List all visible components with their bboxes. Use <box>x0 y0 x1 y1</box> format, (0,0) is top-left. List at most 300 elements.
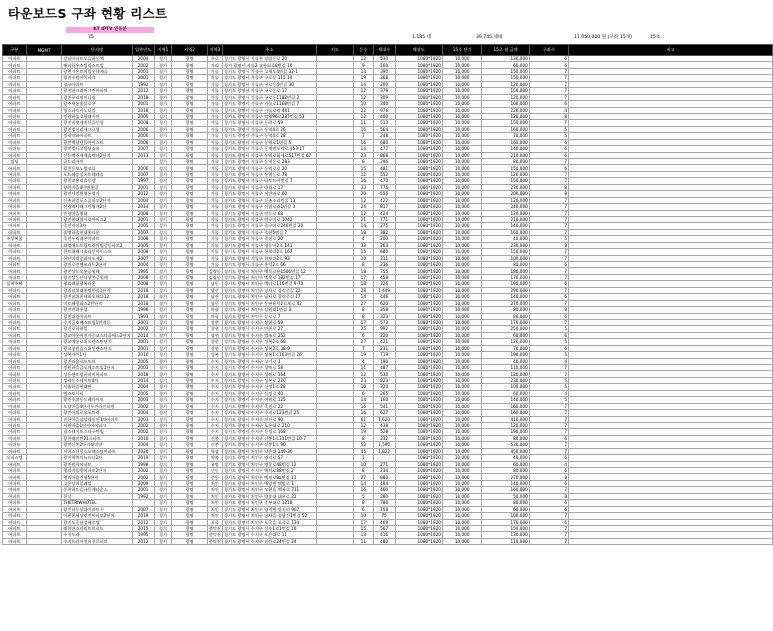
table-cell: 아파트 <box>3 152 27 158</box>
table-cell: 수지 <box>207 410 222 416</box>
table-cell: 2003 <box>132 416 154 422</box>
table-cell: 경기도 광명시 처인구 백암면 백암로 1 <box>222 480 316 486</box>
table-cell: 1080*1920 <box>395 294 442 300</box>
table-cell: 광진도곡남성해르밸 <box>62 519 132 525</box>
table-cell: 28 <box>354 287 374 293</box>
table-cell: 광명 <box>172 223 207 229</box>
table-cell: 광명 <box>172 197 207 203</box>
table-cell: 경기 <box>154 474 172 480</box>
table-cell: 김량동 <box>208 268 221 274</box>
table-cell: 경기도 광명시 처인구 남사읍 경남진1번길 52 <box>222 513 316 519</box>
table-cell: 75 <box>373 513 395 519</box>
table-cell: 광명 <box>172 480 207 486</box>
table-cell: 7 <box>529 274 568 280</box>
table-cell: 5 <box>354 493 374 499</box>
table-cell: 1080*1920 <box>395 429 442 435</box>
table-cell: 6 <box>529 468 568 474</box>
table-cell: 10,000 <box>442 429 481 435</box>
table-cell: 경기 <box>154 397 172 403</box>
table-cell: 7 <box>529 229 568 235</box>
table-cell: 10,000 <box>442 274 481 280</box>
table-cell: 160,000 <box>482 126 529 132</box>
table-cell: 광명 <box>172 171 207 177</box>
table-cell: 16 <box>354 139 374 145</box>
table-cell: 경기 <box>154 468 172 474</box>
table-cell: 1993 <box>132 313 154 319</box>
table-cell: 40,000 <box>482 236 529 242</box>
table-cell: 광명 <box>172 133 207 139</box>
total-amount: 11,050,000 원 (구좌 15개) <box>574 35 632 40</box>
table-cell: 광명 <box>172 339 207 345</box>
table-cell: 광명 <box>172 532 207 538</box>
table-cell: 경기 <box>154 229 172 235</box>
table-cell: 1080*1920 <box>395 255 442 261</box>
table-cell: 아파트 <box>3 493 27 499</box>
table-cell: 경기도 광명시 가를구 신촌소리번물 13 <box>222 197 316 203</box>
table-cell: 1080*1920 <box>395 326 442 332</box>
table-cell: 200 <box>373 81 395 87</box>
table-cell: 150,000 <box>482 88 529 94</box>
table-cell: 12 <box>354 371 374 377</box>
table-cell: 경기도 광명시 수지구 고기로 3 <box>222 358 316 364</box>
table-cell: 경기도 광명시 가를구 동락로 59 <box>222 120 316 126</box>
table-cell: 5 <box>529 352 568 358</box>
table-cell: 광명 <box>172 487 207 493</box>
table-cell: 6 <box>529 101 568 107</box>
table-cell: 2005 <box>132 390 154 396</box>
table-cell: 60,000 <box>482 461 529 467</box>
table-cell: 광명 <box>172 204 207 210</box>
table-cell: 경기 <box>154 262 172 268</box>
table-cell: 326 <box>373 281 395 287</box>
table-cell: 광명 <box>172 461 207 467</box>
table-cell: 2010 <box>132 352 154 358</box>
table-cell: 가를 <box>207 139 222 145</box>
table-cell: 경기 <box>154 146 172 152</box>
table-cell: 6 <box>529 332 568 338</box>
table-cell: 10,000 <box>442 500 481 506</box>
table-cell: 100,000 <box>482 255 529 261</box>
table-cell: 경기 <box>154 403 172 409</box>
table-cell: 경기도 광명시 가를구 고제도4번길 32-1 <box>222 68 316 74</box>
table-cell: 771 <box>373 216 395 222</box>
table-cell: 아파트 <box>3 519 27 525</box>
table-cell: 가를 <box>207 216 222 222</box>
table-cell: 경기 <box>154 442 172 448</box>
table-cell: 27 <box>354 300 374 306</box>
table-cell: 513 <box>373 120 395 126</box>
table-cell: 1080*1920 <box>395 68 442 74</box>
table-cell: 10 <box>354 255 374 261</box>
table-cell: 120,000 <box>482 113 529 119</box>
table-cell: 경기도 광명시 가를구 악영96로287번길 53 <box>222 113 316 119</box>
table-cell: 6 <box>529 519 568 525</box>
table-cell: 중동 <box>207 474 222 480</box>
table-cell: 수지프라자전유꾸으티트 <box>62 538 132 544</box>
table-cell: 경기 <box>154 94 172 100</box>
table-cell: 1080*1920 <box>395 474 442 480</box>
table-cell: 가를 <box>207 204 222 210</box>
table-cell: 경기 <box>154 216 172 222</box>
table-cell: 상현 <box>207 326 222 332</box>
table-cell: 780 <box>373 500 395 506</box>
table-cell: 실버주택 <box>3 281 27 287</box>
table-cell: 7 <box>529 120 568 126</box>
table-cell: 416 <box>373 532 395 538</box>
table-cell: 270,000 <box>482 300 529 306</box>
table-cell: 경기 <box>154 390 172 396</box>
table-cell: 120,000 <box>482 339 529 345</box>
table-cell: 12 <box>354 197 374 203</box>
table-cell: 8 <box>529 191 568 197</box>
table-cell: 10,000 <box>442 397 481 403</box>
table-cell: 2005 <box>132 358 154 364</box>
table-cell: 필스테이트스타구만빌 <box>62 429 132 435</box>
table-cell: 2008 <box>132 210 154 216</box>
table-cell: 아파트 <box>3 94 27 100</box>
table-cell: 경기도 광명시 가를구 죽천5번길 7 <box>222 229 316 235</box>
table-cell: 아파트 <box>3 332 27 338</box>
table-cell: 경기 <box>154 326 172 332</box>
table-cell: 경기 <box>154 281 172 287</box>
table-cell: 아파트 <box>3 307 27 313</box>
table-row[interactable] <box>3 538 773 544</box>
table-cell: 광명 <box>172 416 207 422</box>
table-cell: 성복 <box>207 352 222 358</box>
table-cell: 경기 <box>154 197 172 203</box>
table-cell: 가를 <box>207 81 222 87</box>
table-cell: 광진수위동드레타이트 <box>62 397 132 403</box>
table-cell: 경기도 광명시 수지구 신수1로1번길 10 <box>222 525 316 531</box>
table-cell: 한석 <box>62 493 132 499</box>
table-cell: 2013 <box>132 152 154 158</box>
table-cell: 경기도 광명시 처인구 방송대 대우로 22 <box>222 493 316 499</box>
table-cell: 가를 <box>207 75 222 81</box>
table-cell: 마평 <box>207 307 222 313</box>
table-cell: 2020 <box>132 448 154 454</box>
table-cell: 경기 <box>154 319 172 325</box>
table-cell: 10,000 <box>442 236 481 242</box>
table-cell: 아파트 <box>3 101 27 107</box>
table-cell: 120,000 <box>482 371 529 377</box>
table-cell: 1080*1920 <box>395 448 442 454</box>
table-cell: 가를 <box>207 88 222 94</box>
table-cell: 1080*1920 <box>395 281 442 287</box>
table-cell: 10,000 <box>442 146 481 152</box>
table-cell: 광명 <box>172 332 207 338</box>
table-cell: 14 <box>354 146 374 152</box>
table-cell: 아파트 <box>3 442 27 448</box>
table-cell: 160 <box>373 397 395 403</box>
table-cell: 481 <box>373 165 395 171</box>
table-cell: 1998 <box>132 461 154 467</box>
table-cell: 1080*1920 <box>395 133 442 139</box>
table-cell: 340 <box>373 101 395 107</box>
table-cell: 2018 <box>132 94 154 100</box>
site-table <box>2 44 773 545</box>
table-cell: 484 <box>373 480 395 486</box>
table-cell: 50,000 <box>482 493 529 499</box>
table-cell: 경기 <box>154 126 172 132</box>
column-header: 해상도 <box>395 45 442 56</box>
table-cell: 10,000 <box>442 416 481 422</box>
table-cell: 2002 <box>132 62 154 68</box>
table-cell: 18 <box>354 229 374 235</box>
table-cell: 광명 <box>172 365 207 371</box>
column-header: 주소 <box>222 45 316 56</box>
table-cell: 22 <box>354 107 374 113</box>
table-cell: 5 <box>529 236 568 242</box>
table-cell: 10,000 <box>442 345 481 351</box>
table-cell: 45 <box>354 448 374 454</box>
table-cell: 광명 <box>172 500 207 506</box>
table-cell: 경기 <box>154 223 172 229</box>
table-cell: 아파트 <box>3 126 27 132</box>
table-cell: 10,000 <box>442 384 481 390</box>
table-cell: 아파트 <box>3 146 27 152</box>
table-cell: 경기도 광명시 처인구 양지면 양지리 907 <box>222 506 316 512</box>
table-cell: 2002 <box>132 326 154 332</box>
table-cell: 10,000 <box>442 223 481 229</box>
table-cell: 풍덕천 <box>208 532 221 538</box>
table-cell: 1992 <box>132 81 154 87</box>
table-cell: 120,000 <box>482 422 529 428</box>
table-cell: 광진백향댄플아이스트 <box>62 139 132 145</box>
table-cell: 1080*1920 <box>395 371 442 377</box>
table-cell: 469 <box>373 519 395 525</box>
table-cell: 경기도 광명시 처인구 낙은대 149-30 <box>222 448 316 454</box>
table-cell: 1080*1920 <box>395 178 442 184</box>
table-cell: 경기도 광명시 수지구 신정로 40 <box>222 390 316 396</box>
table-cell: 2007 <box>132 171 154 177</box>
table-cell: 10,000 <box>442 448 481 454</box>
table-cell: 10,000 <box>442 300 481 306</box>
table-cell: 7 <box>529 532 568 538</box>
table-cell: 564 <box>373 126 395 132</box>
table-cell: 수지 <box>207 384 222 390</box>
table-cell: 경기 <box>154 487 172 493</box>
table-cell: 10,000 <box>442 326 481 332</box>
table-cell: 경기 <box>154 165 172 171</box>
table-cell: 포곡 <box>207 519 222 525</box>
table-cell: 가를 <box>207 223 222 229</box>
table-cell: 160,000 <box>482 487 529 493</box>
table-cell: 경기 <box>154 461 172 467</box>
table-cell: 1080*1920 <box>395 216 442 222</box>
table-cell: 6 <box>354 390 374 396</box>
table-cell: 2018 <box>132 287 154 293</box>
table-cell: 7 <box>529 538 568 544</box>
table-cell: 1080*1920 <box>395 365 442 371</box>
table-cell: 경기 <box>154 184 172 190</box>
table-cell: 10,000 <box>442 107 481 113</box>
table-cell: 5 <box>529 126 568 132</box>
table-cell: 오피스텔 <box>3 455 27 461</box>
table-cell: 7 <box>529 300 568 306</box>
table-cell: 6 <box>529 56 568 62</box>
table-cell: 경기 <box>154 448 172 454</box>
table-cell: 2001 <box>132 101 154 107</box>
table-cell: 빌딩 <box>3 159 27 165</box>
table-cell: 경기 <box>154 236 172 242</box>
table-cell: 8 <box>354 159 374 165</box>
table-cell: 가를 <box>207 120 222 126</box>
table-cell: 가를 <box>207 171 222 177</box>
table-cell: 296 <box>373 159 395 165</box>
table-cell: 1080*1920 <box>395 397 442 403</box>
table-cell: 10,000 <box>442 339 481 345</box>
table-cell: 2007 <box>132 229 154 235</box>
table-cell: 4 <box>354 358 374 364</box>
table-cell: 10,000 <box>442 403 481 409</box>
table-cell: 서원마을1단지아이파크 <box>62 422 132 428</box>
table-cell: 2008 <box>132 120 154 126</box>
column-header: 비고 <box>569 45 773 56</box>
table-cell: 421 <box>373 339 395 345</box>
table-cell: 수지 <box>207 397 222 403</box>
table-cell: 경기도 광명시 가를구 구로동4번길 30 <box>222 81 316 87</box>
table-cell: 경기도 광명시 수지구 신봉1로 90 <box>222 442 316 448</box>
table-cell: 광명 <box>172 191 207 197</box>
table-cell: 11 <box>354 365 374 371</box>
table-cell: 광진원희아파트 <box>62 461 132 467</box>
table-cell: 경기도 광명시 처인구 중부대로 1218 <box>222 500 316 506</box>
table-cell: 경기도 광명시 수지구 진산로24번길 24 <box>222 538 316 544</box>
table-cell: 광명 <box>172 429 207 435</box>
table-cell: 1 <box>354 455 374 461</box>
table-cell: 경기도 광명시 처인구 백목로 182번길 17 <box>222 274 316 280</box>
table-cell: 719 <box>373 352 395 358</box>
table-cell: 10,000 <box>442 268 481 274</box>
table-cell: 20 <box>354 191 374 197</box>
table-cell: 경기 <box>154 352 172 358</box>
table-cell: 140,000 <box>482 146 529 152</box>
table-cell: 250,000 <box>482 326 529 332</box>
table-cell: 가를 <box>207 101 222 107</box>
table-cell: 10,000 <box>442 281 481 287</box>
table-cell: 광명 <box>172 410 207 416</box>
table-cell: 160,000 <box>482 403 529 409</box>
table-cell: 수지프라 <box>62 532 132 538</box>
table-cell: 323 <box>373 313 395 319</box>
table-cell: 상현 <box>207 319 222 325</box>
table-cell: 992 <box>373 326 395 332</box>
table-cell: 경기 <box>154 75 172 81</box>
table-cell: 1080*1920 <box>395 210 442 216</box>
table-cell: 1,590 <box>373 442 395 448</box>
table-cell: 광명 <box>172 268 207 274</box>
table-cell: 2012 <box>132 88 154 94</box>
table-cell: 경기도 광명시 가를구 한보다2로 167 <box>222 249 316 255</box>
table-cell: 경기 <box>154 268 172 274</box>
table-cell: 976 <box>373 107 395 113</box>
table-cell: 6 <box>529 262 568 268</box>
table-cell: 10,000 <box>442 493 481 499</box>
column-header: 15초 단가 <box>442 45 481 56</box>
table-cell: 광명 <box>172 113 207 119</box>
table-cell: 경기도 광명시 가를구 동역로회제로517번길 67 <box>222 152 316 158</box>
table-cell: 경기 <box>154 532 172 538</box>
table-cell: 4 <box>354 236 374 242</box>
table-cell: 가를 <box>207 242 222 248</box>
table-cell: 1080*1920 <box>395 75 442 81</box>
table-cell: 1080*1920 <box>395 101 442 107</box>
table-cell: 경기도 광명시 처인구 모현읍 백자로 711 <box>222 487 316 493</box>
table-cell: 경기도 광명시 수지구 포은대로 11 <box>222 532 316 538</box>
table-cell: 33 <box>354 184 374 190</box>
table-cell: 458 <box>373 274 395 280</box>
table-cell: 1080*1920 <box>395 56 442 62</box>
table-cell: 6 <box>354 506 374 512</box>
table-cell: 130,000 <box>482 56 529 62</box>
table-cell: 320 <box>373 384 395 390</box>
table-cell: 광명 <box>172 249 207 255</box>
table-cell: 817 <box>373 204 395 210</box>
table-cell: 아파트 <box>3 480 27 486</box>
table-cell: 수지 <box>207 377 222 383</box>
table-cell: 1080*1920 <box>395 461 442 467</box>
table-cell: 1995 <box>132 532 154 538</box>
table-cell: 광진정사고빌딩쇼유 <box>62 146 132 152</box>
table-cell: 80,000 <box>482 313 529 319</box>
table-cell: 경기도 광명시 처인구 포곡읍 포곡로 134 <box>222 519 316 525</box>
table-cell: 7 <box>529 448 568 454</box>
table-cell: 광교창원을스위인렌스단지 <box>62 345 132 351</box>
table-body <box>3 56 773 545</box>
table-cell: 2002 <box>132 474 154 480</box>
table-cell: 아파트 <box>3 107 27 113</box>
table-cell: 1080*1920 <box>395 300 442 306</box>
table-cell: 광진수원아이파크 <box>62 75 132 81</box>
table-cell: 경기 <box>154 493 172 499</box>
table-cell: 10,000 <box>442 390 481 396</box>
table-cell: 7 <box>529 403 568 409</box>
table-cell: 7 <box>529 442 568 448</box>
table-cell: 광명 <box>172 165 207 171</box>
table-cell: 7 <box>529 81 568 87</box>
table-cell: 경기도 광명시 가를구 동역동로 78 <box>222 171 316 177</box>
table-cell: 7 <box>354 133 374 139</box>
table-cell: 2002 <box>132 403 154 409</box>
table-cell: 아파트 <box>3 139 27 145</box>
table-cell: 경기도 광명시 가를구 신림로리1번길 3 <box>222 204 316 210</box>
table-cell: 경기 <box>154 519 172 525</box>
table-cell: 230,000 <box>482 184 529 190</box>
table-cell: 경기도 광명시 처인구 명문로48번길 12 <box>222 461 316 467</box>
table-cell: 아파트 <box>3 461 27 467</box>
table-cell: 고은당미일레빌 <box>62 480 132 486</box>
table-cell: 10,000 <box>442 538 481 544</box>
table-cell: 1080*1920 <box>395 88 442 94</box>
table-cell: 8 <box>354 307 374 313</box>
table-cell: 남동 <box>207 281 222 287</box>
table-cell: 1080*1920 <box>395 249 442 255</box>
table-cell: 220,000 <box>482 107 529 113</box>
table-cell: 7 <box>529 94 568 100</box>
table-cell: 광명 <box>172 146 207 152</box>
table-cell: 광진대림아파트 <box>62 313 132 319</box>
table-cell: 도당마을4단지두진라인티원 <box>62 403 132 409</box>
table-cell: 경기 <box>154 152 172 158</box>
table-cell: 180,000 <box>482 268 529 274</box>
table-cell: 경기 <box>154 171 172 177</box>
table-cell: 1080*1920 <box>395 538 442 544</box>
table-cell: 광명 <box>172 326 207 332</box>
table-cell: 가를 <box>207 249 222 255</box>
table-cell: 231 <box>373 345 395 351</box>
table-cell: 230,000 <box>482 242 529 248</box>
table-cell: 18 <box>354 268 374 274</box>
